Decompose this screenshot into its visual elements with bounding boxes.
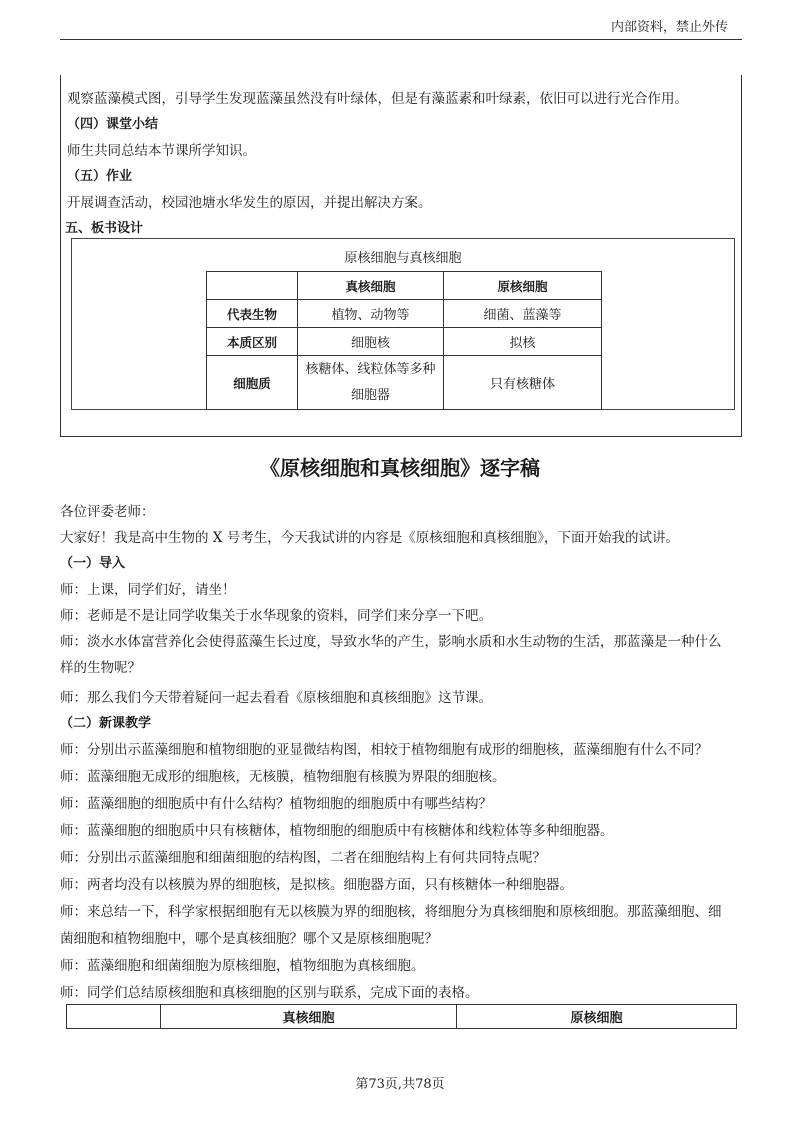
board-table	[206, 271, 602, 410]
dialogue-line: 师：那么我们今天带着疑问一起去看看《原核细胞和真核细胞》这节课。	[60, 690, 492, 706]
dialogue-line: 师：蓝藻细胞无成形的细胞核，无核膜，植物细胞有核膜为界限的细胞核。	[60, 769, 506, 785]
board-cell: 细胞核	[298, 328, 444, 356]
summary-text: 师生共同总结本节课所学知识。	[67, 143, 256, 159]
board-col-eukaryote: 真核细胞	[298, 272, 444, 300]
dialogue-line: 师：蓝藻细胞的细胞质中有什么结构？植物细胞的细胞质中有哪些结构？	[60, 796, 492, 812]
intro-paragraph: 大家好！我是高中生物的 X 号考生，今天我试讲的内容是《原核细胞和真核细胞》，下面开始我的试讲。	[60, 530, 679, 546]
comparison-col-eukaryote: 真核细胞	[161, 1005, 457, 1029]
board-cell: 只有核糖体	[444, 356, 602, 410]
header-rule	[60, 39, 742, 40]
dialogue-line: 师：两者均没有以核膜为界的细胞核，是拟核。细胞器方面，只有核糖体一种细胞器。	[60, 877, 573, 893]
script-title: 《原核细胞和真核细胞》逐字稿	[260, 456, 540, 480]
dialogue-line: 师：同学们总结原核细胞和真核细胞的区别与联系，完成下面的表格。	[60, 985, 479, 1001]
dialogue-line: 师：蓝藻细胞和细菌细胞为原核细胞，植物细胞为真核细胞。	[60, 958, 425, 974]
board-row-label: 细胞质	[207, 356, 298, 410]
board-row-label: 本质区别	[207, 328, 298, 356]
board-col-prokaryote: 原核细胞	[444, 272, 602, 300]
observation-line: 观察蓝藻模式图，引导学生发现蓝藻虽然没有叶绿体，但是有藻蓝素和叶绿素，依旧可以进行光合作用。	[67, 91, 688, 107]
heading-summary: （四）课堂小结	[67, 117, 159, 132]
heading-board-design: 五、板书设计	[65, 221, 144, 236]
board-cell	[298, 356, 444, 410]
dialogue-line: 师：淡水水体富营养化会使得蓝藻生长过度，导致水华的产生，影响水质和水生动物的生活，那蓝藻是一种什么	[60, 634, 722, 650]
dialogue-line: 师：分别出示蓝藻细胞和细菌细胞的结构图，二者在细胞结构上有何共同特点呢？	[60, 850, 546, 866]
board-cell-line: 核糖体、线粒体等多种	[305, 361, 436, 377]
page-number: 第73页,共78页	[355, 1077, 445, 1092]
board-row-label: 代表生物	[207, 300, 298, 328]
board-cell: 拟核	[444, 328, 602, 356]
header-note: 内部资料，禁止外传	[610, 20, 728, 35]
dialogue-line-continued: 菌细胞和植物细胞中，哪个是真核细胞？哪个又是原核细胞呢？	[60, 931, 438, 947]
board-cell: 细菌、蓝藻等	[444, 300, 602, 328]
top-frame	[60, 75, 742, 437]
comparison-corner-cell	[67, 1005, 161, 1029]
heading-introduction: （一）导入	[60, 556, 126, 571]
comparison-col-prokaryote: 原核细胞	[457, 1005, 737, 1029]
comparison-table	[66, 1004, 737, 1029]
dialogue-line: 师：蓝藻细胞的细胞质中只有核糖体，植物细胞的细胞质中有核糖体和线粒体等多种细胞器。	[60, 823, 614, 839]
homework-text: 开展调查活动，校园池塘水华发生的原因，并提出解决方案。	[67, 195, 432, 211]
heading-new-lesson: （二）新课教学	[60, 716, 152, 731]
dialogue-line: 师：老师是不是让同学收集关于水华现象的资料，同学们来分享一下吧。	[60, 608, 492, 624]
greeting: 各位评委老师：	[60, 504, 155, 520]
board-cell: 植物、动物等	[298, 300, 444, 328]
dialogue-line: 师：来总结一下，科学家根据细胞有无以核膜为界的细胞核，将细胞分为真核细胞和原核细胞。那蓝藻细胞、细	[60, 904, 722, 920]
dialogue-line: 师：分别出示蓝藻细胞和植物细胞的亚显微结构图，相较于植物细胞有成形的细胞核，蓝藻细胞有什么不同？	[60, 742, 708, 758]
board-design-box	[71, 238, 735, 410]
dialogue-line-continued: 样的生物呢？	[60, 660, 141, 676]
board-corner-cell	[207, 272, 298, 300]
heading-homework: （五）作业	[67, 169, 133, 184]
dialogue-line: 师：上课，同学们好，请坐！	[60, 582, 236, 598]
board-title: 原核细胞与真核细胞	[344, 251, 462, 266]
board-cell-line: 细胞器	[350, 387, 390, 403]
